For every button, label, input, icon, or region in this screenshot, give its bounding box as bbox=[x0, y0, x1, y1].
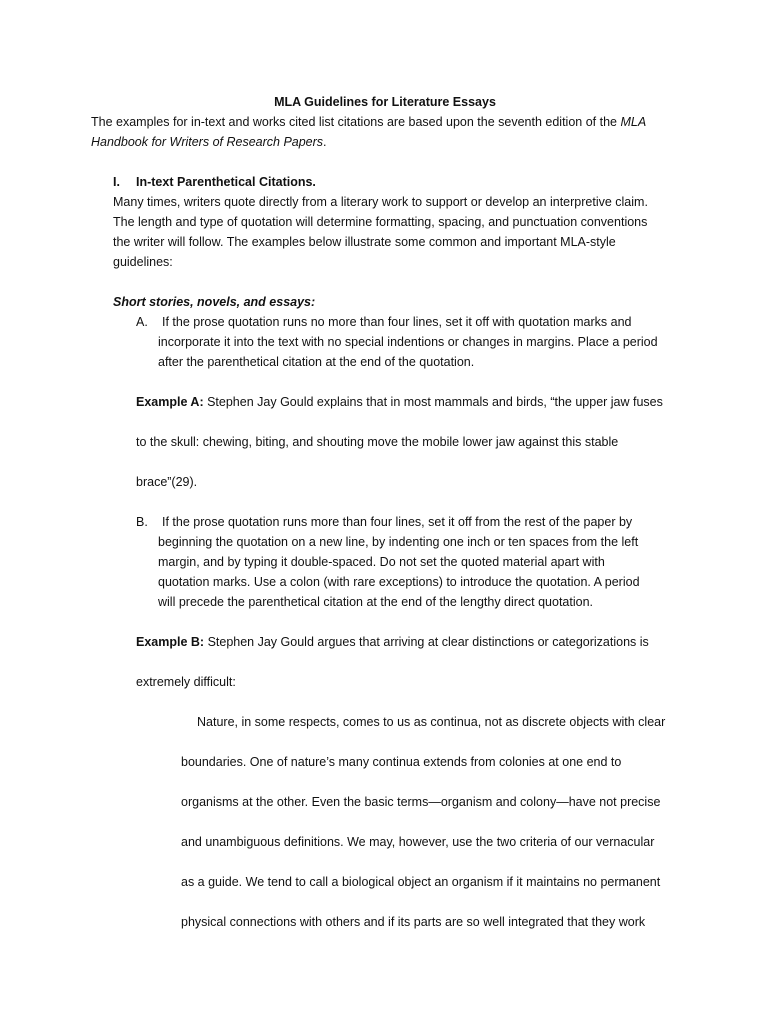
item-a-line: after the parenthetical citation at the end of the quotation. bbox=[158, 355, 475, 369]
block-quote-line: boundaries. One of nature’s many continua extends from colonies at one end to bbox=[181, 755, 622, 769]
block-quote-line: physical connections with others and if its parts are so well integrated that they work bbox=[181, 915, 646, 929]
section-1-line: the writer will follow. The examples below illustrate some common and important MLA-style bbox=[113, 235, 616, 249]
intro-italic-mla: MLA bbox=[620, 115, 647, 129]
intro-text: The examples for in-text and works cited list citations are based upon the seventh edition of the bbox=[91, 115, 621, 129]
block-quote-line: and unambiguous definitions. We may, however, use the two criteria of our vernacular bbox=[181, 835, 655, 849]
section-1-line: guidelines: bbox=[113, 255, 173, 269]
item-a-marker: A. bbox=[136, 315, 148, 329]
example-b-line-2: extremely difficult: bbox=[136, 675, 236, 689]
example-a-line-1 bbox=[136, 394, 663, 410]
block-quote-line: organisms at the other. Even the basic terms—organism and colony—have not precise bbox=[181, 795, 661, 809]
item-b-line: quotation marks. Use a colon (with rare exceptions) to introduce the quotation. A period bbox=[158, 575, 640, 589]
item-b-line: beginning the quotation on a new line, by indenting one inch or ten spaces from the left bbox=[158, 535, 639, 549]
subheading: Short stories, novels, and essays: bbox=[113, 295, 316, 309]
intro-line-2 bbox=[91, 134, 327, 150]
item-b-line: will precede the parenthetical citation at the end of the lengthy direct quotation. bbox=[158, 595, 594, 609]
item-b-line: If the prose quotation runs more than four lines, set it off from the rest of the paper by bbox=[162, 515, 633, 529]
item-a-line: incorporate it into the text with no special indentions or changes in margins. Place a period bbox=[158, 335, 658, 349]
example-a-line-2: to the skull: chewing, biting, and shouting move the mobile lower jaw against this stable bbox=[136, 435, 619, 449]
block-quote-line: as a guide. We tend to call a biological object an organism if it maintains no permanent bbox=[181, 875, 661, 889]
example-a-text: Stephen Jay Gould explains that in most mammals and birds, “the upper jaw fuses bbox=[203, 395, 663, 409]
item-b-line: margin, and by typing it double-spaced. Do not set the quoted material apart with bbox=[158, 555, 605, 569]
example-b-text: Stephen Jay Gould argues that arriving at clear distinctions or categorizations is bbox=[204, 635, 649, 649]
section-1-line: Many times, writers quote directly from a literary work to support or develop an interpretive claim. bbox=[113, 195, 648, 209]
example-b-line-1 bbox=[136, 634, 649, 650]
section-1-heading: In-text Parenthetical Citations. bbox=[136, 175, 316, 189]
section-1-numeral: I. bbox=[113, 175, 120, 189]
item-b-marker: B. bbox=[136, 515, 148, 529]
block-quote-line: Nature, in some respects, comes to us as continua, not as discrete objects with clear bbox=[197, 715, 666, 729]
section-1-line: The length and type of quotation will determine formatting, spacing, and punctuation conventions bbox=[113, 215, 648, 229]
intro-italic-handbook: Handbook for Writers of Research Papers bbox=[91, 135, 324, 149]
example-a-line-3: brace”(29). bbox=[136, 475, 198, 489]
example-a-label: Example A: bbox=[136, 395, 204, 409]
intro-period: . bbox=[323, 135, 327, 149]
document-title: MLA Guidelines for Literature Essays bbox=[274, 95, 496, 109]
example-b-label: Example B: bbox=[136, 635, 205, 649]
intro-line-1 bbox=[91, 114, 646, 130]
item-a-line: If the prose quotation runs no more than four lines, set it off with quotation marks and bbox=[162, 315, 632, 329]
